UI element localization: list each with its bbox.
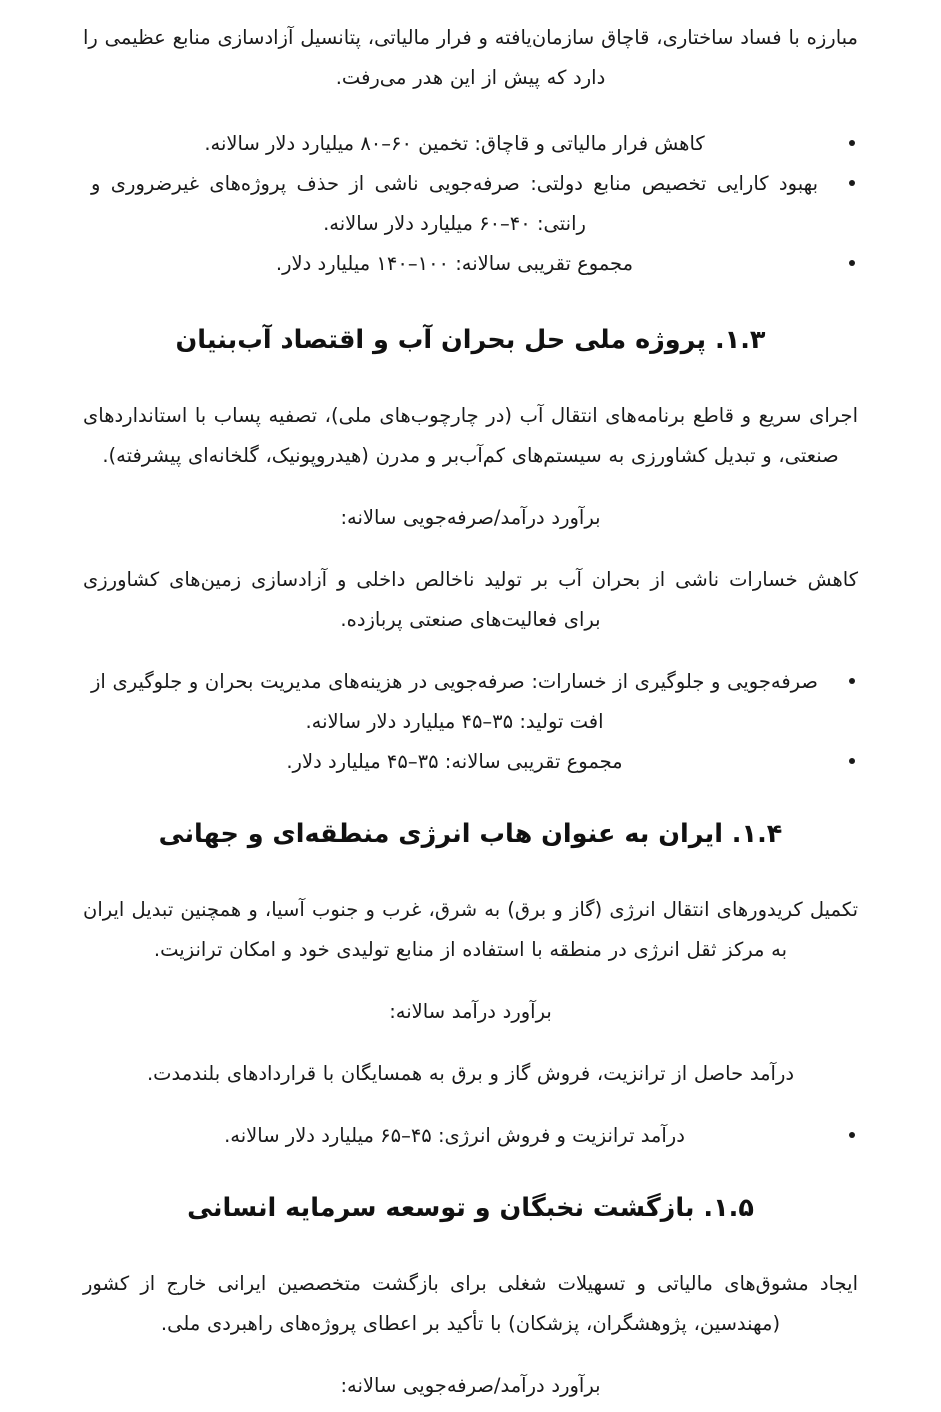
bullet-dot-icon xyxy=(849,140,855,146)
spacer xyxy=(83,852,858,890)
list-item xyxy=(83,662,858,742)
section-1-3-estimate-label: برآورد درآمد/صرفه‌جویی سالانه: xyxy=(340,506,601,529)
spacer xyxy=(83,1094,858,1116)
spacer xyxy=(83,98,858,124)
intro-bullet-list xyxy=(83,124,858,284)
list-item-text: بهبود کارایی تخصیص منابع دولتی: صرفه‌جویی ناشی از حذف پروژه‌های غیرضروری و رانتی: ۴۰–۶۰ میلیارد دلار سالانه. xyxy=(91,172,818,235)
section-1-5-paragraph: ایجاد مشوق‌های مالیاتی و تسهیلات شغلی برای بازگشت متخصصین ایرانی خارج از کشور (مهندسین، پژوهشگران، پزشکان) با تأکید بر اعطای پروژه‌های راهبردی ملی. xyxy=(83,1272,858,1335)
list-item-text: کاهش فرار مالیاتی و قاچاق: تخمین ۶۰–۸۰ میلیارد دلار سالانه. xyxy=(204,132,705,155)
list-item xyxy=(83,244,858,284)
list-item xyxy=(83,164,858,244)
spacer xyxy=(83,1344,858,1366)
intro-paragraph: مبارزه با فساد ساختاری، قاچاق سازمان‌یافته و فرار مالیاتی، پتانسیل آزادسازی منابع عظیمی را دارد که پیش از این هدر می‌رفت. xyxy=(83,26,858,89)
section-1-4-bullet-list xyxy=(83,1116,858,1156)
section-1-3-bullet-list xyxy=(83,662,858,782)
section-1-3-paragraph: اجرای سریع و قاطع برنامه‌های انتقال آب (در چارچوب‌های ملی)، تصفیه پساب با استانداردهای صنعتی، و تبدیل کشاورزی به سیستم‌های کم‌آب‌بر و مدرن (هیدروپونیک، گلخانه‌ای پیشرفته). xyxy=(83,404,858,467)
section-heading-1-5: ۱.۵. بازگشت نخبگان و توسعه سرمایه انسانی xyxy=(187,1193,754,1223)
list-item xyxy=(83,742,858,782)
spacer xyxy=(83,1226,858,1264)
spacer xyxy=(83,476,858,498)
bullet-dot-icon xyxy=(849,180,855,186)
spacer xyxy=(83,640,858,662)
bullet-dot-icon xyxy=(849,1132,855,1138)
section-heading-1-3: ۱.۳. پروژه ملی حل بحران آب و اقتصاد آب‌بنیان xyxy=(175,325,766,355)
spacer xyxy=(83,358,858,396)
spacer xyxy=(83,1032,858,1054)
list-item-text: مجموع تقریبی سالانه: ۳۵–۴۵ میلیارد دلار. xyxy=(286,750,623,773)
list-item-text: درآمد ترانزیت و فروش انرژی: ۴۵–۶۵ میلیارد دلار سالانه. xyxy=(224,1124,685,1147)
spacer xyxy=(83,1156,858,1190)
spacer xyxy=(83,970,858,992)
section-1-4-detail-paragraph: درآمد حاصل از ترانزیت، فروش گاز و برق به همسایگان با قراردادهای بلندمدت. xyxy=(146,1062,795,1085)
section-1-3-detail-paragraph: کاهش خسارات ناشی از بحران آب بر تولید ناخالص داخلی و آزادسازی زمین‌های کشاورزی برای فعالیت‌های صنعتی پربازده. xyxy=(83,568,858,631)
spacer xyxy=(83,284,858,322)
list-item xyxy=(83,124,858,164)
section-heading-1-4: ۱.۴. ایران به عنوان هاب انرژی منطقه‌ای و جهانی xyxy=(158,819,783,849)
section-1-4-paragraph: تکمیل کریدورهای انتقال انرژی (گاز و برق) به شرق، غرب و جنوب آسیا، و همچنین تبدیل ایران به مرکز ثقل انرژی در منطقه با استفاده از منابع تولیدی خود و امکان ترانزیت. xyxy=(83,898,858,961)
bullet-dot-icon xyxy=(849,758,855,764)
spacer xyxy=(83,782,858,816)
section-1-4-estimate-label: برآورد درآمد سالانه: xyxy=(389,1000,552,1023)
spacer xyxy=(83,538,858,560)
section-1-5-estimate-label: برآورد درآمد/صرفه‌جویی سالانه: xyxy=(340,1374,601,1397)
bullet-dot-icon xyxy=(849,260,855,266)
list-item-text: مجموع تقریبی سالانه: ۱۰۰–۱۴۰ میلیارد دلار. xyxy=(275,252,634,275)
bullet-dot-icon xyxy=(849,678,855,684)
list-item-text: صرفه‌جویی و جلوگیری از خسارات: صرفه‌جویی در هزینه‌های مدیریت بحران و جلوگیری از افت تولید: ۳۵–۴۵ میلیارد دلار سالانه. xyxy=(91,670,818,733)
list-item xyxy=(83,1116,858,1156)
